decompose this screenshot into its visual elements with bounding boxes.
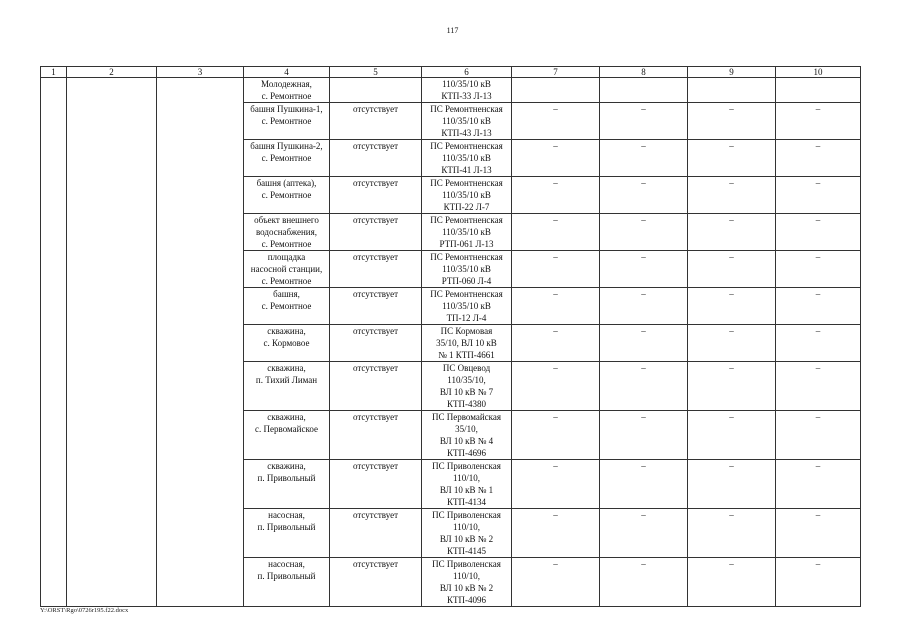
- object-name-line: с. Кормовое: [263, 338, 310, 348]
- value-cell-c10: –: [776, 140, 861, 177]
- column-header: 5: [330, 67, 422, 78]
- value-cell-c9: –: [688, 558, 776, 607]
- substation-line: ПС Ремонтненская: [430, 104, 503, 114]
- object-name-line: скважина,: [267, 412, 306, 422]
- substation-line: КТП-33 Л-13: [441, 91, 492, 101]
- substation-cell: [422, 411, 512, 460]
- merged-cell-col3: [157, 78, 244, 607]
- column-header: 10: [776, 67, 861, 78]
- substation-cell: [422, 251, 512, 288]
- value-cell-c8: –: [600, 411, 688, 460]
- substation-cell: [422, 103, 512, 140]
- value-cell-c7: –: [512, 460, 600, 509]
- object-name-line: водоснабжения,: [255, 227, 317, 237]
- value-cell-c8: –: [600, 362, 688, 411]
- header-row: [41, 67, 861, 78]
- substation-line: КТП-4134: [447, 497, 486, 507]
- object-name-line: скважина,: [267, 363, 306, 373]
- value-cell-c9: –: [688, 509, 776, 558]
- substation-line: КТП-43 Л-13: [441, 128, 492, 138]
- substation-line: ПС Приволенская: [432, 559, 501, 569]
- substation-line: 110/10,: [453, 571, 480, 581]
- value-cell-c10: –: [776, 214, 861, 251]
- column-header: 6: [422, 67, 512, 78]
- object-name-line: насосная,: [268, 510, 305, 520]
- value-cell-c8: [600, 78, 688, 103]
- substation-line: 110/10,: [453, 522, 480, 532]
- value-cell-c10: –: [776, 103, 861, 140]
- substation-line: 110/35/10 кВ: [442, 153, 491, 163]
- data-table: [40, 66, 861, 607]
- object-name-line: Молодежная,: [261, 79, 312, 89]
- substation-line: КТП-41 Л-13: [441, 165, 492, 175]
- value-cell-c7: –: [512, 177, 600, 214]
- value-cell-c7: –: [512, 288, 600, 325]
- value-cell-c9: –: [688, 140, 776, 177]
- substation-cell: [422, 558, 512, 607]
- object-name-line: насосная,: [268, 559, 305, 569]
- substation-line: КТП-22 Л-7: [443, 202, 490, 212]
- value-cell-c10: –: [776, 362, 861, 411]
- status-cell: отсутствует: [330, 103, 422, 140]
- object-name-cell: [244, 460, 330, 509]
- substation-line: 35/10,: [455, 424, 478, 434]
- value-cell-c9: –: [688, 362, 776, 411]
- status-cell: отсутствует: [330, 251, 422, 288]
- value-cell-c9: –: [688, 288, 776, 325]
- value-cell-c10: –: [776, 460, 861, 509]
- object-name-cell: [244, 558, 330, 607]
- value-cell-c8: –: [600, 288, 688, 325]
- value-cell-c10: –: [776, 251, 861, 288]
- object-name-cell: [244, 411, 330, 460]
- substation-line: 110/35/10 кВ: [442, 79, 491, 89]
- object-name-line: с. Ремонтное: [261, 116, 312, 126]
- page-number: 117: [446, 26, 459, 35]
- substation-line: РТП-060 Л-4: [441, 276, 492, 286]
- substation-line: 110/35/10 кВ: [442, 116, 491, 126]
- substation-line: 110/10,: [453, 473, 480, 483]
- substation-cell: [422, 78, 512, 103]
- value-cell-c9: –: [688, 214, 776, 251]
- status-cell: отсутствует: [330, 362, 422, 411]
- object-name-line: объект внешнего: [254, 215, 319, 225]
- status-cell: отсутствует: [330, 411, 422, 460]
- substation-line: 110/35/10 кВ: [442, 264, 491, 274]
- substation-line: ПС Овцевод: [442, 363, 491, 373]
- value-cell-c8: –: [600, 509, 688, 558]
- object-name-line: башня (аптека),: [256, 178, 317, 188]
- value-cell-c10: [776, 78, 861, 103]
- column-header: 2: [67, 67, 157, 78]
- object-name-line: с. Ремонтное: [261, 301, 312, 311]
- column-header: 9: [688, 67, 776, 78]
- status-cell: [330, 78, 422, 103]
- column-header: 3: [157, 67, 244, 78]
- object-name-cell: [244, 103, 330, 140]
- substation-line: ВЛ 10 кВ № 2: [439, 583, 494, 593]
- object-name-line: скважина,: [267, 326, 306, 336]
- substation-line: ВЛ 10 кВ № 7: [439, 387, 494, 397]
- substation-line: ПС Приволенская: [432, 510, 501, 520]
- value-cell-c9: –: [688, 103, 776, 140]
- merged-cell-col2: [67, 78, 157, 607]
- value-cell-c9: –: [688, 251, 776, 288]
- substation-line: ПС Приволенская: [432, 461, 501, 471]
- column-header: 8: [600, 67, 688, 78]
- substation-line: КТП-4696: [447, 448, 486, 458]
- object-name-line: насосной станции,: [250, 264, 323, 274]
- substation-cell: [422, 362, 512, 411]
- status-cell: отсутствует: [330, 140, 422, 177]
- object-name-line: п. Привольный: [257, 571, 316, 581]
- value-cell-c10: –: [776, 509, 861, 558]
- substation-cell: [422, 140, 512, 177]
- value-cell-c8: –: [600, 140, 688, 177]
- value-cell-c10: –: [776, 177, 861, 214]
- status-cell: отсутствует: [330, 214, 422, 251]
- object-name-cell: [244, 140, 330, 177]
- value-cell-c8: –: [600, 214, 688, 251]
- substation-cell: [422, 460, 512, 509]
- object-name-line: п. Привольный: [257, 473, 316, 483]
- object-name-cell: [244, 177, 330, 214]
- value-cell-c7: –: [512, 140, 600, 177]
- substation-line: 110/35/10 кВ: [442, 190, 491, 200]
- column-header: 7: [512, 67, 600, 78]
- value-cell-c7: –: [512, 214, 600, 251]
- value-cell-c8: –: [600, 325, 688, 362]
- value-cell-c7: –: [512, 251, 600, 288]
- substation-line: ПС Ремонтненская: [430, 289, 503, 299]
- value-cell-c7: –: [512, 558, 600, 607]
- value-cell-c7: [512, 78, 600, 103]
- substation-line: ТП-12 Л-4: [446, 313, 487, 323]
- substation-line: 110/35/10 кВ: [442, 227, 491, 237]
- value-cell-c7: –: [512, 362, 600, 411]
- object-name-line: башня Пушкина-2,: [250, 141, 323, 151]
- value-cell-c7: –: [512, 509, 600, 558]
- substation-line: ВЛ 10 кВ № 2: [439, 534, 494, 544]
- status-cell: отсутствует: [330, 460, 422, 509]
- object-name-line: с. Ремонтное: [261, 190, 312, 200]
- value-cell-c9: –: [688, 460, 776, 509]
- value-cell-c7: –: [512, 325, 600, 362]
- object-name-cell: [244, 214, 330, 251]
- substation-cell: [422, 288, 512, 325]
- substation-line: КТП-4380: [447, 399, 486, 409]
- value-cell-c8: –: [600, 251, 688, 288]
- value-cell-c8: –: [600, 558, 688, 607]
- value-cell-c10: –: [776, 558, 861, 607]
- substation-cell: [422, 214, 512, 251]
- substation-line: 110/35/10,: [447, 375, 486, 385]
- object-name-line: с. Ремонтное: [261, 91, 312, 101]
- column-header: 1: [41, 67, 67, 78]
- table-body: [41, 78, 861, 607]
- substation-line: КТП-4096: [447, 595, 486, 605]
- object-name-line: башня,: [273, 289, 300, 299]
- value-cell-c7: –: [512, 411, 600, 460]
- substation-line: РТП-061 Л-13: [439, 239, 494, 249]
- substation-line: ВЛ 10 кВ № 4: [439, 436, 494, 446]
- object-name-line: площадка: [267, 252, 306, 262]
- object-name-cell: [244, 325, 330, 362]
- column-header: 4: [244, 67, 330, 78]
- value-cell-c9: –: [688, 177, 776, 214]
- value-cell-c10: –: [776, 411, 861, 460]
- object-name-line: с. Ремонтное: [261, 276, 312, 286]
- substation-line: 110/35/10 кВ: [442, 301, 491, 311]
- substation-line: ПС Ремонтненская: [430, 215, 503, 225]
- value-cell-c10: –: [776, 288, 861, 325]
- value-cell-c9: –: [688, 411, 776, 460]
- value-cell-c8: –: [600, 177, 688, 214]
- substation-line: ПС Ремонтненская: [430, 252, 503, 262]
- substation-line: ПС Ремонтненская: [430, 141, 503, 151]
- value-cell-c10: –: [776, 325, 861, 362]
- object-name-line: скважина,: [267, 461, 306, 471]
- substation-line: 35/10, ВЛ 10 кВ: [436, 338, 497, 348]
- object-name-cell: [244, 251, 330, 288]
- status-cell: отсутствует: [330, 325, 422, 362]
- substation-line: ПС Первомайская: [431, 412, 502, 422]
- object-name-cell: [244, 288, 330, 325]
- value-cell-c8: –: [600, 103, 688, 140]
- value-cell-c9: –: [688, 325, 776, 362]
- object-name-line: башня Пушкина-1,: [250, 104, 323, 114]
- table-row: [41, 78, 861, 103]
- substation-cell: [422, 509, 512, 558]
- object-name-line: п. Тихий Лиман: [255, 375, 318, 385]
- status-cell: отсутствует: [330, 177, 422, 214]
- substation-line: № 1 КТП-4661: [438, 350, 495, 360]
- substation-cell: [422, 177, 512, 214]
- object-name-line: с. Ремонтное: [261, 239, 312, 249]
- object-name-cell: [244, 78, 330, 103]
- substation-cell: [422, 325, 512, 362]
- footer-file-path: Y:\ORST\Rgo\0726r195.f22.docx: [40, 607, 129, 614]
- status-cell: отсутствует: [330, 288, 422, 325]
- substation-line: ПС Кормовая: [440, 326, 493, 336]
- object-name-line: с. Ремонтное: [261, 153, 312, 163]
- object-name-line: с. Первомайское: [255, 424, 318, 434]
- value-cell-c7: –: [512, 103, 600, 140]
- substation-line: КТП-4145: [447, 546, 486, 556]
- value-cell-c9: [688, 78, 776, 103]
- substation-line: ПС Ремонтненская: [430, 178, 503, 188]
- status-cell: отсутствует: [330, 558, 422, 607]
- status-cell: отсутствует: [330, 509, 422, 558]
- object-name-cell: [244, 362, 330, 411]
- value-cell-c8: –: [600, 460, 688, 509]
- merged-cell-col1: [41, 78, 67, 607]
- object-name-line: п. Привольный: [257, 522, 316, 532]
- substation-line: ВЛ 10 кВ № 1: [439, 485, 494, 495]
- object-name-cell: [244, 509, 330, 558]
